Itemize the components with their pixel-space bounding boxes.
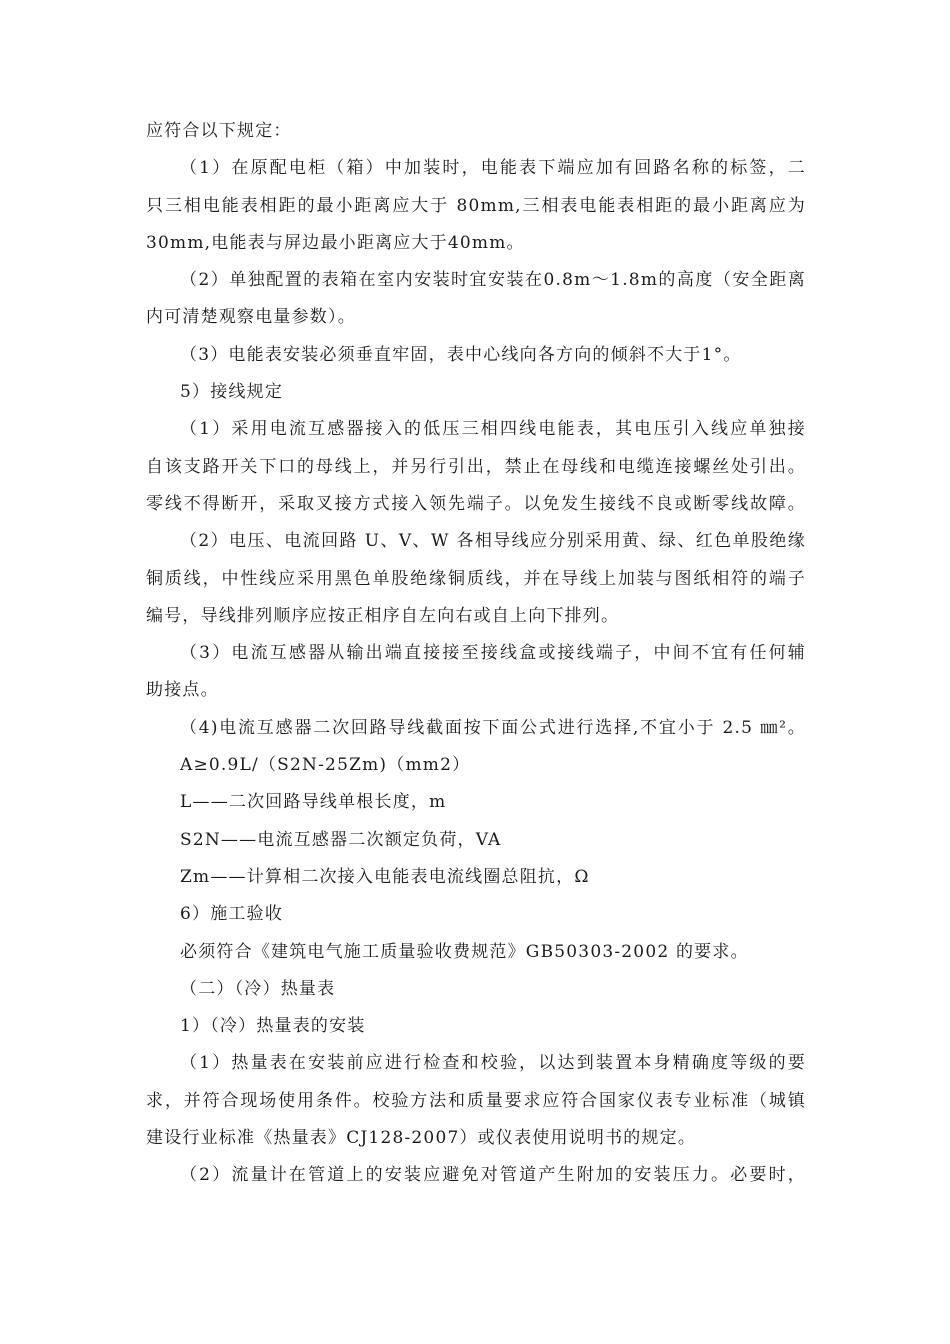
text-line: 必须符合《建筑电气施工质量验收费规范》GB50303-2002 的要求。 [180,941,749,962]
formula-line: A≥0.9L/（S2N-25Zm)（mm2） [180,755,471,776]
text-line: 助接点。 [146,680,219,701]
text-line: 求，并符合现场使用条件。校验方法和质量要求应符合国家仪表专业标准（城镇 [146,1090,806,1111]
section-heading: （二）（冷）热量表 [180,978,336,999]
document-body [146,113,806,1195]
text-line: （1）热量表在安装前应进行检查和校验，以达到装置本身精确度等级的要 [180,1053,806,1074]
text-line: 30mm,电能表与屏边最小距离应大于40mm。 [146,232,525,253]
text-line: （1）在原配电柜（箱）中加装时，电能表下端应加有回路名称的标签，二 [180,158,806,179]
text-line: 应符合以下规定： [146,121,292,141]
section-heading: 5）接线规定 [180,382,284,403]
text-line: （4)电流互感器二次回路导线截面按下面公式进行选择,不宜小于 2.5 ㎜²。 [180,717,806,738]
text-line: 内可清楚观察电量参数）。 [146,307,356,328]
text-line: （2）流量计在管道上的安装应避免对管道产生附加的安装压力。必要时， [180,1165,806,1186]
text-line: 自该支路开关下口的母线上，并另行引出，禁止在母线和电缆连接螺丝处引出。 [146,456,806,477]
section-heading: 6）施工验收 [180,904,284,925]
text-line: 零线不得断开，采取叉接方式接入领先端子。以免发生接线不良或断零线故障。 [146,493,806,514]
formula-definition: S2N——电流互感器二次额定负荷，VA [180,829,502,850]
text-line: （1）采用电流互感器接入的低压三相四线电能表，其电压引入线应单独接 [180,419,806,440]
section-heading: 1）（冷）热量表的安装 [180,1016,366,1037]
text-line: （3）电能表安装必须垂直牢固，表中心线向各方向的倾斜不大于1°。 [180,344,742,365]
formula-definition: L——二次回路导线单根长度，m [180,792,447,813]
text-line: （2）单独配置的表箱在室内安装时宜安装在0.8m～1.8m的高度（安全距离 [180,270,806,291]
text-line: （3）电流互感器从输出端直接接至接线盒或接线端子，中间不宜有任何辅 [180,643,806,664]
text-line: 铜质线，中性线应采用黑色单股绝缘铜质线，并在导线上加装与图纸相符的端子 [146,568,806,589]
text-line: 编号，导线排列顺序应按正相序自左向右或自上向下排列。 [146,605,620,626]
text-line: 建设行业标准《热量表》CJ128-2007）或仪表使用说明书的规定。 [146,1128,697,1149]
formula-definition: Zm——计算相二次接入电能表电流线圈总阻抗，Ω [180,866,590,887]
text-line: 只三相电能表相距的最小距离应大于 80mm,三相表电能表相距的最小距离应为 [146,195,806,216]
text-line: （2）电压、电流回路 U、V、W 各相导线应分别采用黄、绿、红色单股绝缘 [180,531,806,552]
